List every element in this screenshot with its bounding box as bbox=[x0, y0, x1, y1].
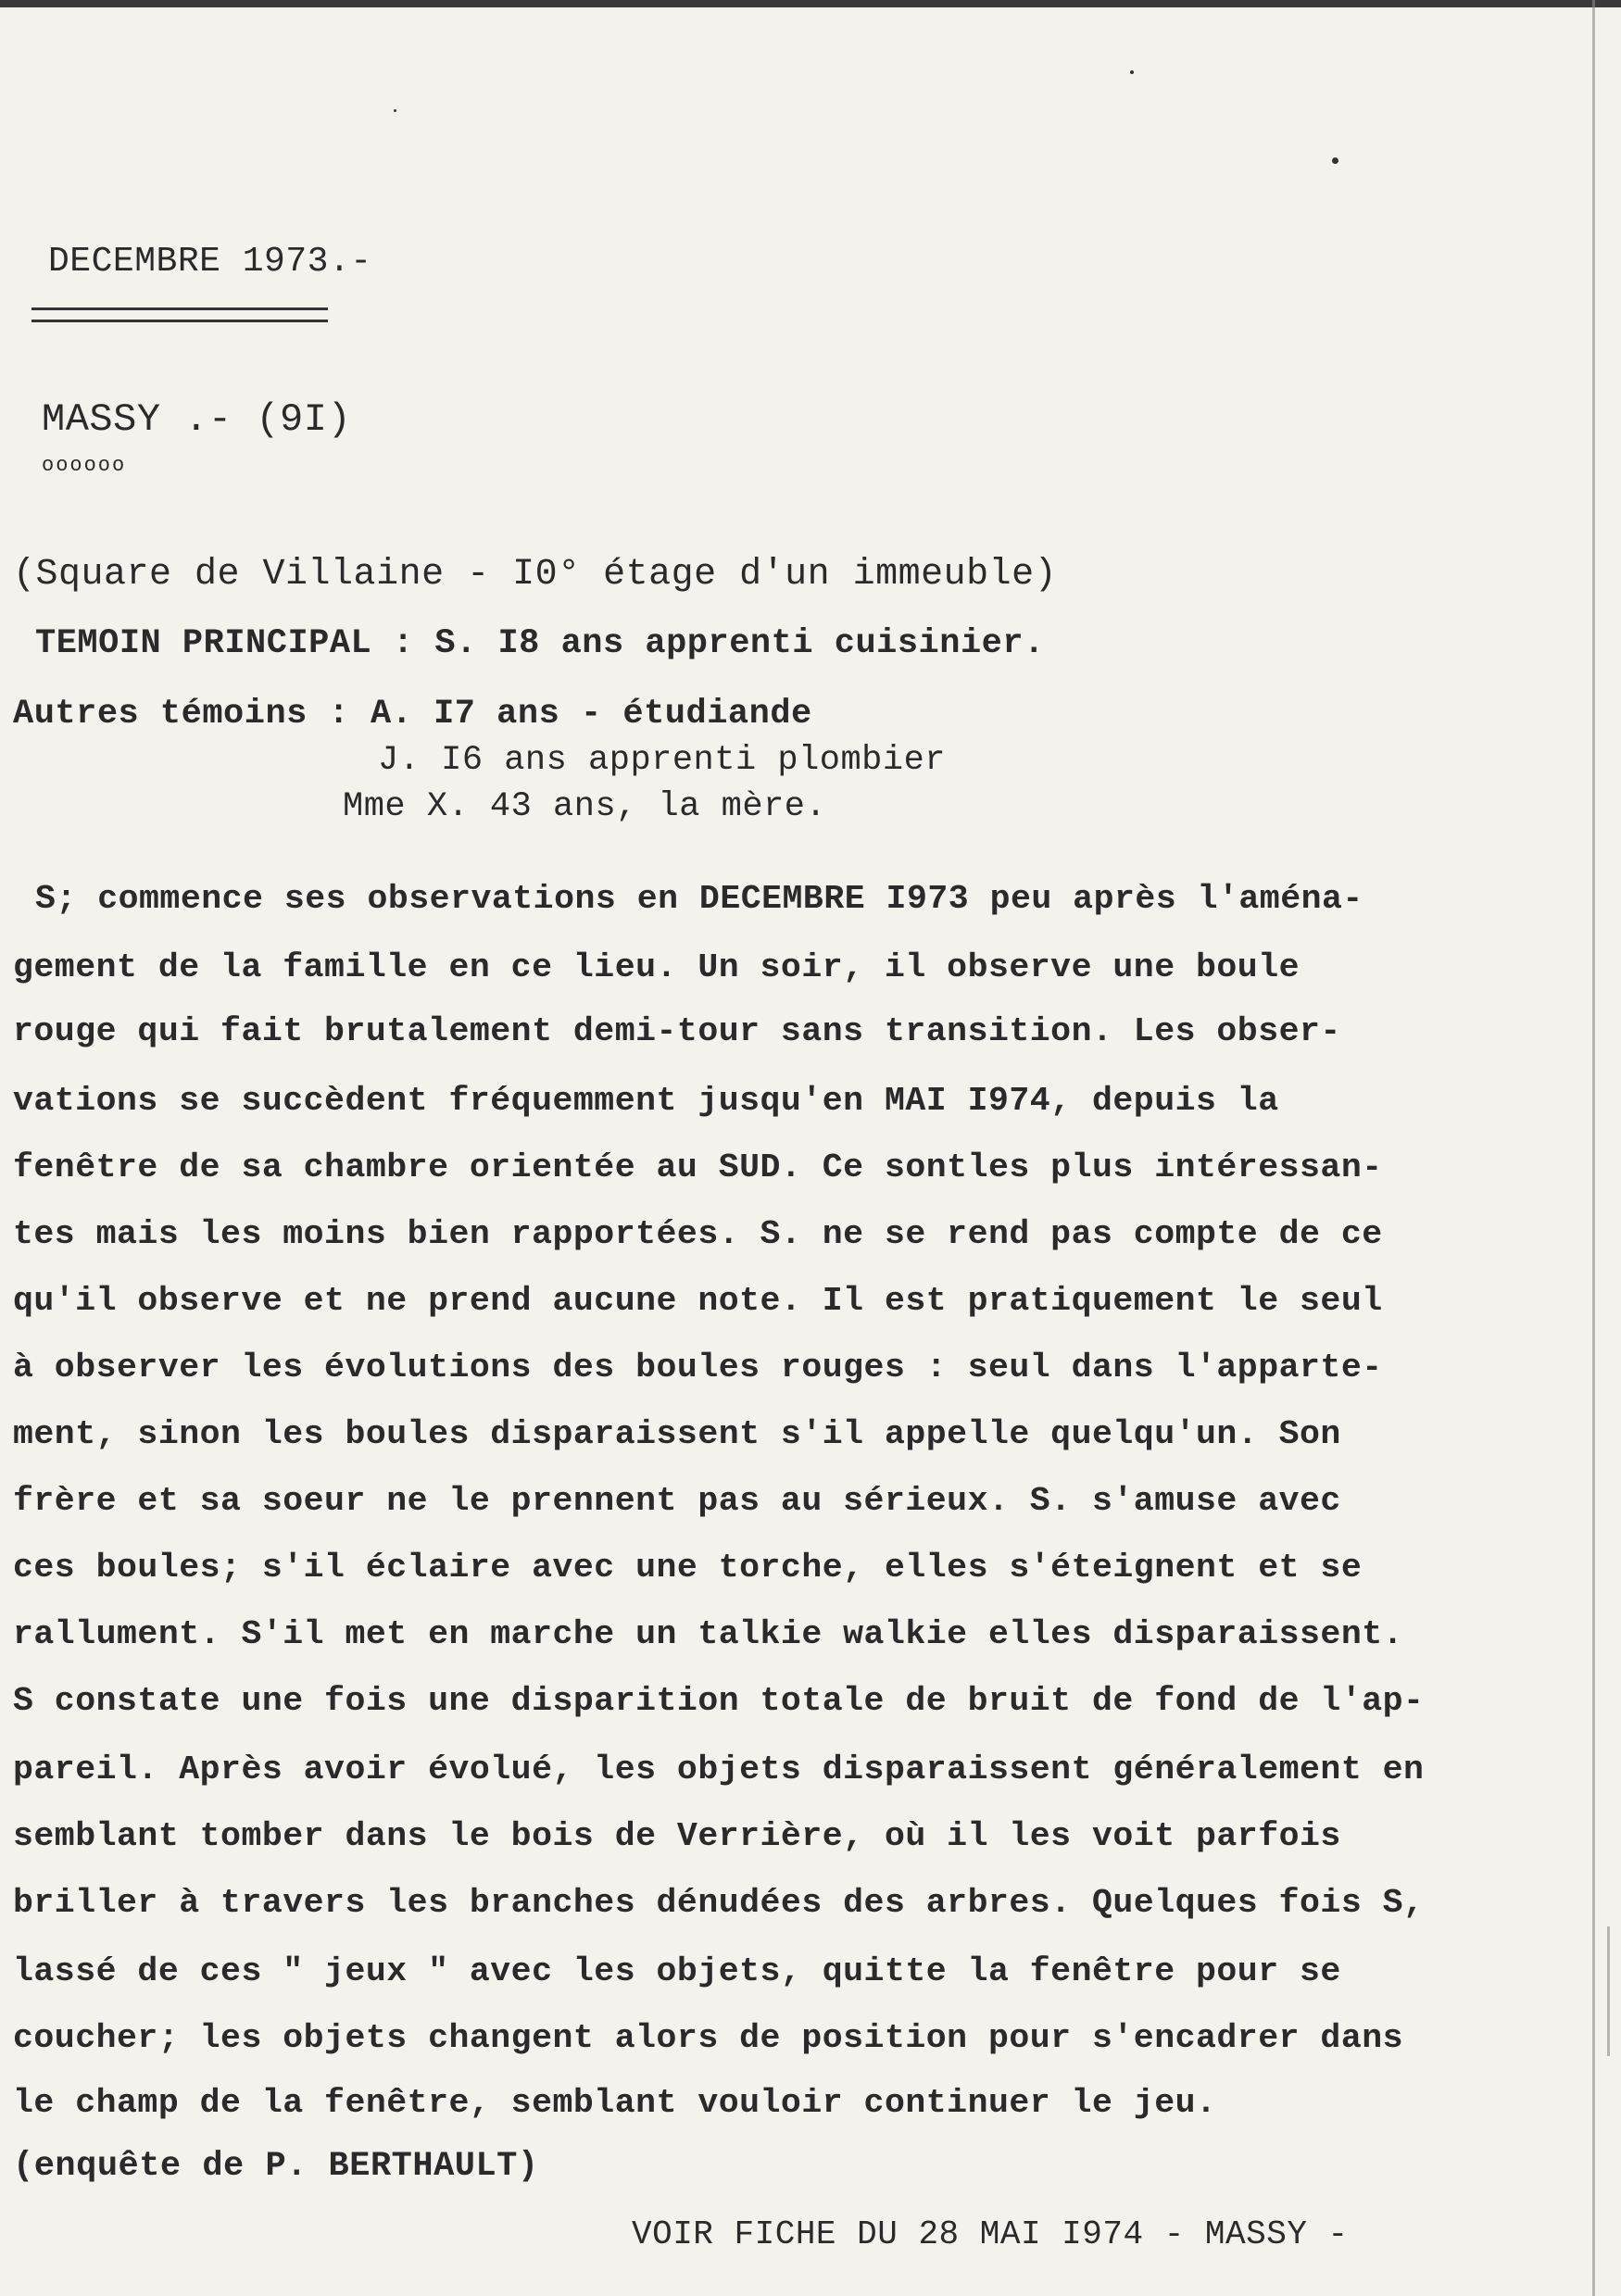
place-underline: oooooo bbox=[42, 454, 127, 477]
date-header: DECEMBRE 1973.- bbox=[48, 242, 372, 282]
scan-speck bbox=[1332, 157, 1338, 164]
report-line: lassé de ces " jeux " avec les objets, quitte la fenêtre pour se bbox=[13, 1952, 1341, 1990]
scan-speck bbox=[1130, 70, 1134, 74]
scan-top-edge bbox=[0, 0, 1621, 7]
report-line: gement de la famille en ce lieu. Un soir, il observe une boule bbox=[13, 948, 1301, 986]
report-line: S; commence ses observations en DECEMBRE I973 peu après l'aména- bbox=[35, 880, 1363, 918]
main-witness-line: TEMOIN PRINCIPAL : S. I8 ans apprenti cuisinier. bbox=[35, 624, 1045, 663]
report-line: tes mais les moins bien rapportées. S. ne se rend pas compte de ce bbox=[13, 1215, 1383, 1253]
report-line: ces boules; s'il éclaire avec une torche, elles s'éteignent et se bbox=[13, 1549, 1363, 1587]
other-witness-line: Mme X. 43 ans, la mère. bbox=[343, 787, 827, 826]
date-header-underline bbox=[31, 307, 328, 322]
report-line: ment, sinon les boules disparaissent s'il appelle quelqu'un. Son bbox=[13, 1415, 1341, 1453]
scan-right-edge bbox=[1592, 0, 1595, 2296]
report-line: S constate une fois une disparition totale de bruit de fond de l'ap- bbox=[13, 1682, 1425, 1720]
footer-reference: VOIR FICHE DU 28 MAI I974 - MASSY - bbox=[632, 2215, 1349, 2253]
report-line: vations se succèdent fréquemment jusqu'en MAI I974, depuis la bbox=[13, 1082, 1279, 1120]
report-line: frère et sa soeur ne le prennent pas au sérieux. S. s'amuse avec bbox=[13, 1482, 1341, 1520]
place-heading: MASSY .- (9I) bbox=[42, 397, 352, 442]
report-line: pareil. Après avoir évolué, les objets disparaissent généralement en bbox=[13, 1750, 1425, 1788]
report-line: briller à travers les branches dénudées des arbres. Quelques fois S, bbox=[13, 1884, 1425, 1922]
report-line: qu'il observe et ne prend aucune note. Il est pratiquement le seul bbox=[13, 1282, 1383, 1320]
location-line: (Square de Villaine - I0° étage d'un immeuble) bbox=[13, 554, 1058, 596]
report-line: le champ de la fenêtre, semblant vouloir continuer le jeu. bbox=[13, 2084, 1217, 2122]
report-line: rouge qui fait brutalement demi-tour sans transition. Les obser- bbox=[13, 1012, 1341, 1050]
report-line: à observer les évolutions des boules rouges : seul dans l'apparte- bbox=[13, 1349, 1383, 1386]
other-witnesses-line: Autres témoins : A. I7 ans - étudiande bbox=[13, 695, 812, 734]
report-line: coucher; les objets changent alors de position pour s'encadrer dans bbox=[13, 2019, 1404, 2057]
report-line: semblant tomber dans le bois de Verrière, où il les voit parfois bbox=[13, 1817, 1341, 1855]
other-witness-line: J. I6 ans apprenti plombier bbox=[378, 741, 946, 780]
report-line: rallument. S'il met en marche un talkie walkie elles disparaissent. bbox=[13, 1615, 1404, 1653]
report-line: (enquête de P. BERTHAULT) bbox=[13, 2147, 539, 2186]
margin-mark bbox=[1607, 1926, 1610, 2056]
scan-speck bbox=[394, 109, 396, 112]
report-line: fenêtre de sa chambre orientée au SUD. Ce sontles plus intéressan- bbox=[13, 1148, 1383, 1186]
